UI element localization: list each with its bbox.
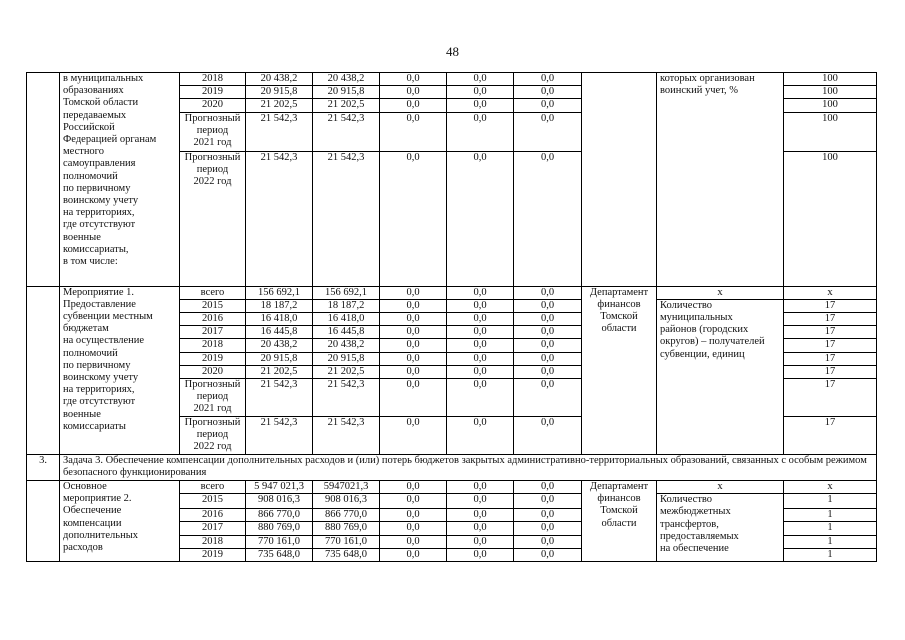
table-cell: 17 [784, 339, 877, 352]
block3-name: Основное мероприятие 2. Обеспечение компенсации дополнительных расходов [60, 481, 180, 562]
table-cell: 0,0 [514, 112, 582, 151]
block2-executor: Департамент финансов Томской области [582, 286, 657, 454]
block2-name: Мероприятие 1. Предоставление субвенции местным бюджетам на осуществление полномочий по первичному воинскому учету на территориях, где отсутствуют военные комиссариаты [60, 286, 180, 454]
table-cell: 0,0 [514, 535, 582, 548]
table-cell: 20 915,8 [313, 86, 380, 99]
table-cell: 0,0 [380, 365, 447, 378]
table-cell: всего [180, 481, 246, 494]
table-cell: 100 [784, 99, 877, 112]
block3-indicator-head: х [657, 481, 784, 494]
table-cell: 0,0 [380, 99, 447, 112]
program-table [26, 72, 877, 562]
table-cell: 100 [784, 73, 877, 86]
table-cell: 0,0 [514, 522, 582, 535]
table-cell: х [784, 286, 877, 299]
table-cell: 0,0 [447, 326, 514, 339]
table-cell: 2018 [180, 339, 246, 352]
table-cell: 0,0 [380, 286, 447, 299]
table-cell: 17 [784, 352, 877, 365]
page-number: 48 [446, 44, 459, 59]
table-cell: 2017 [180, 522, 246, 535]
table-cell: 735 648,0 [246, 548, 313, 561]
table-cell: 0,0 [380, 112, 447, 151]
table-cell: 156 692,1 [313, 286, 380, 299]
table-cell: 0,0 [447, 522, 514, 535]
table-cell: 17 [784, 417, 877, 455]
table-cell: 21 202,5 [246, 99, 313, 112]
table-cell: всего [180, 286, 246, 299]
table-cell: 18 187,2 [313, 299, 380, 312]
table-cell: 21 542,3 [313, 417, 380, 455]
table-cell: 0,0 [514, 86, 582, 99]
table-cell: 0,0 [380, 339, 447, 352]
table-cell: 0,0 [514, 326, 582, 339]
table-cell: 1 [784, 548, 877, 561]
table-cell: 18 187,2 [246, 299, 313, 312]
table-cell: 0,0 [514, 548, 582, 561]
table-cell: 0,0 [447, 548, 514, 561]
table-cell: 0,0 [514, 379, 582, 417]
table-cell: Прогнозный период 2021 год [180, 379, 246, 417]
table-cell: 21 202,5 [313, 365, 380, 378]
table-cell: 0,0 [514, 494, 582, 509]
task3-number: 3. [27, 455, 60, 481]
table-cell: 880 769,0 [313, 522, 380, 535]
table-cell: 0,0 [447, 365, 514, 378]
table-cell: 0,0 [447, 286, 514, 299]
block2-indicator-head: х [657, 286, 784, 299]
table-cell: Прогнозный период 2022 год [180, 151, 246, 286]
block1-indicator: которых организован воинский учет, % [657, 73, 784, 287]
table-cell: 2019 [180, 86, 246, 99]
table-cell: 908 016,3 [246, 494, 313, 509]
table-cell: 0,0 [447, 339, 514, 352]
table-cell: 0,0 [380, 494, 447, 509]
table-cell: 0,0 [447, 151, 514, 286]
table-cell: 0,0 [514, 509, 582, 522]
table-cell: 2015 [180, 299, 246, 312]
task3-text: Задача 3. Обеспечение компенсации дополнительных расходов и (или) потерь бюджетов закрытых административно-территориальных образований, связанных с особым режимом безопасного функционирования [60, 455, 877, 481]
table-cell: 21 202,5 [313, 99, 380, 112]
table-cell: 0,0 [447, 86, 514, 99]
table-cell: 100 [784, 86, 877, 99]
table-cell: 0,0 [447, 99, 514, 112]
table-cell: 0,0 [514, 481, 582, 494]
table-cell: 0,0 [447, 379, 514, 417]
table-cell: 0,0 [380, 535, 447, 548]
table-cell: 21 542,3 [246, 379, 313, 417]
table-cell: 0,0 [447, 535, 514, 548]
table-cell: 0,0 [514, 286, 582, 299]
block1-number-cell [27, 73, 60, 287]
table-cell: 908 016,3 [313, 494, 380, 509]
table-cell: 0,0 [447, 299, 514, 312]
table-cell: 17 [784, 365, 877, 378]
table-cell: 0,0 [514, 73, 582, 86]
table-cell: 0,0 [380, 379, 447, 417]
table-cell: 2019 [180, 352, 246, 365]
table-cell: 16 418,0 [313, 313, 380, 326]
block3-number-cell [27, 481, 60, 562]
table-cell: 2015 [180, 494, 246, 509]
table-cell: 2017 [180, 326, 246, 339]
table-cell: 0,0 [380, 86, 447, 99]
table-cell: 0,0 [514, 99, 582, 112]
table-cell: 0,0 [514, 313, 582, 326]
table-cell: 20 915,8 [246, 86, 313, 99]
table-cell: 17 [784, 313, 877, 326]
table-cell: 16 445,8 [313, 326, 380, 339]
table-cell: 20 438,2 [313, 73, 380, 86]
table-cell: 16 418,0 [246, 313, 313, 326]
table-cell: 0,0 [447, 509, 514, 522]
table-cell: 0,0 [514, 299, 582, 312]
table-cell: 0,0 [380, 352, 447, 365]
table-cell: 2020 [180, 365, 246, 378]
table-cell: 0,0 [380, 151, 447, 286]
table-cell: 17 [784, 379, 877, 417]
table-cell: 0,0 [380, 417, 447, 455]
table-cell: 0,0 [514, 417, 582, 455]
table-cell: 2018 [180, 73, 246, 86]
table-cell: 100 [784, 112, 877, 151]
block1-name: в муниципальных образованиях Томской области передаваемых Российской Федерацией органам местного самоуправления полномочий по первичному воинскому учету на территориях, где отсутствуют военные комиссариаты, в том числе: [60, 73, 180, 287]
table-cell: х [784, 481, 877, 494]
table-cell: 0,0 [447, 481, 514, 494]
table-cell: 0,0 [380, 548, 447, 561]
table-cell: 0,0 [380, 299, 447, 312]
table-cell: 0,0 [514, 151, 582, 286]
table-cell: 21 542,3 [313, 151, 380, 286]
table-cell: 17 [784, 326, 877, 339]
table-cell: 20 915,8 [313, 352, 380, 365]
table-cell: 0,0 [447, 417, 514, 455]
table-cell: 0,0 [380, 73, 447, 86]
table-cell: 16 445,8 [246, 326, 313, 339]
table-cell: 0,0 [380, 313, 447, 326]
table-cell: Прогнозный период 2021 год [180, 112, 246, 151]
table-cell: 770 161,0 [313, 535, 380, 548]
table-cell: 0,0 [380, 326, 447, 339]
block2-number-cell [27, 286, 60, 454]
table-cell: 5 947 021,3 [246, 481, 313, 494]
table-cell: 2016 [180, 509, 246, 522]
table-cell: 0,0 [514, 352, 582, 365]
table-cell: 0,0 [447, 352, 514, 365]
table-cell: 735 648,0 [313, 548, 380, 561]
table-cell: 770 161,0 [246, 535, 313, 548]
table-cell: 866 770,0 [246, 509, 313, 522]
block1-executor-cell [582, 73, 657, 287]
table-cell: 21 542,3 [246, 112, 313, 151]
table-cell: 2018 [180, 535, 246, 548]
table-cell: 880 769,0 [246, 522, 313, 535]
table-cell: 5947021,3 [313, 481, 380, 494]
table-cell: 20 438,2 [246, 339, 313, 352]
table-cell: 1 [784, 509, 877, 522]
table-cell: 0,0 [447, 112, 514, 151]
table-cell: 21 542,3 [246, 417, 313, 455]
table-cell: 156 692,1 [246, 286, 313, 299]
table-cell: 21 202,5 [246, 365, 313, 378]
table-cell: 0,0 [380, 481, 447, 494]
block3-executor: Департамент финансов Томской области [582, 481, 657, 562]
table-cell: 21 542,3 [246, 151, 313, 286]
table-cell: 0,0 [514, 365, 582, 378]
table-cell: 0,0 [380, 522, 447, 535]
table-cell: 2016 [180, 313, 246, 326]
table-cell: 2019 [180, 548, 246, 561]
table-cell: Прогнозный период 2022 год [180, 417, 246, 455]
table-cell: 0,0 [447, 313, 514, 326]
block3-indicator: Количество межбюджетных трансфертов, предоставляемых на обеспечение [657, 494, 784, 562]
table-cell: 0,0 [380, 509, 447, 522]
table-cell: 21 542,3 [313, 112, 380, 151]
table-cell: 0,0 [447, 73, 514, 86]
table-cell: 866 770,0 [313, 509, 380, 522]
table-cell: 1 [784, 522, 877, 535]
block2-indicator: Количество муниципальных районов (городских округов) – получателей субвенции, единиц [657, 299, 784, 454]
table-cell: 2020 [180, 99, 246, 112]
table-cell: 1 [784, 535, 877, 548]
table-cell: 20 438,2 [313, 339, 380, 352]
table-cell: 21 542,3 [313, 379, 380, 417]
table-cell: 20 438,2 [246, 73, 313, 86]
table-cell: 100 [784, 151, 877, 286]
table-cell: 17 [784, 299, 877, 312]
table-cell: 0,0 [514, 339, 582, 352]
table-cell: 0,0 [447, 494, 514, 509]
table-cell: 1 [784, 494, 877, 509]
table-cell: 20 915,8 [246, 352, 313, 365]
